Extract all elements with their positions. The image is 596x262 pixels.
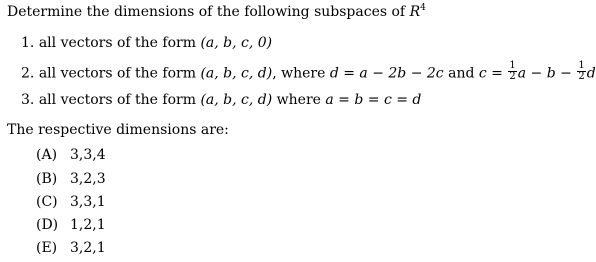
fraction-denominator: 2: [509, 71, 516, 82]
item-math: (a, b, c, 0): [200, 35, 273, 51]
option-value: 3,3,1: [70, 194, 106, 210]
item-2: [21, 60, 596, 84]
item-connector: , where: [272, 65, 330, 82]
option-value: 1,2,1: [70, 217, 106, 233]
item-1: [21, 35, 272, 51]
item-text: all vectors of the form: [38, 65, 201, 82]
fraction-one-half: [577, 61, 585, 82]
equation-d: d = a − 2b − 2c: [329, 65, 444, 82]
item-3: [21, 92, 421, 108]
fraction-denominator: 2: [578, 71, 585, 82]
equation-equal: a = b = c = d: [325, 92, 422, 108]
option-value: 3,2,3: [70, 171, 106, 187]
option-b[interactable]: [36, 171, 106, 187]
fraction-one-half: [508, 61, 516, 82]
equation-c-end: d: [586, 65, 596, 82]
question-stem: [7, 4, 426, 20]
item-number: 2.: [21, 65, 35, 82]
option-value: 3,3,4: [70, 147, 106, 163]
option-d[interactable]: [36, 217, 106, 233]
fraction-numerator: 1: [578, 60, 585, 71]
option-a[interactable]: [36, 147, 106, 163]
option-label: (B): [36, 171, 58, 187]
option-value: 3,2,1: [70, 240, 106, 256]
option-label: (D): [36, 217, 59, 233]
fraction-numerator: 1: [509, 60, 516, 71]
stem-text: Determine the dimensions of the following subspaces of: [7, 4, 410, 20]
answers-intro: The respective dimensions are:: [7, 122, 229, 138]
option-c[interactable]: [36, 194, 106, 210]
equation-c-mid: a − b −: [517, 65, 577, 82]
item-math: (a, b, c, d): [200, 65, 273, 82]
equation-c-lhs: c =: [478, 65, 508, 82]
item-number: 1.: [21, 35, 35, 51]
item-text: all vectors of the form: [38, 35, 201, 51]
option-e[interactable]: [36, 240, 106, 256]
stem-space-symbol: R: [409, 4, 421, 20]
item-text: all vectors of the form: [38, 92, 201, 108]
item-connector: where: [272, 92, 326, 108]
option-label: (C): [36, 194, 58, 210]
option-label: (A): [36, 147, 58, 163]
stem-exponent: 4: [420, 3, 426, 13]
item-number: 3.: [21, 92, 35, 108]
item-math: (a, b, c, d): [200, 92, 273, 108]
and-text: and: [443, 65, 479, 82]
option-label: (E): [36, 240, 58, 256]
